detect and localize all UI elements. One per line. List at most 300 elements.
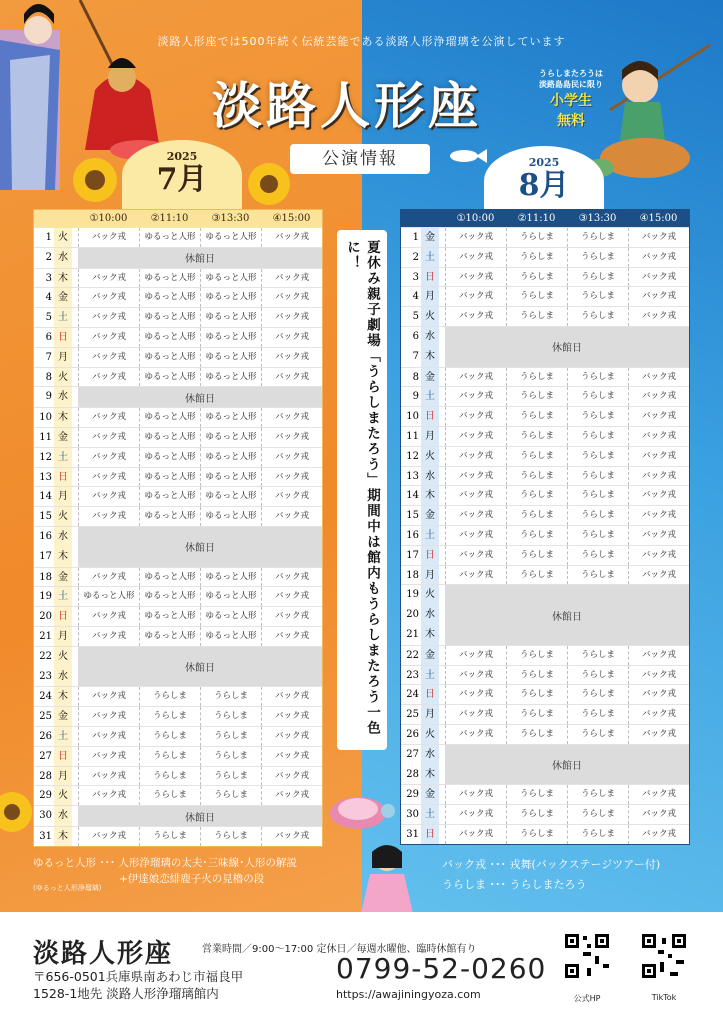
performance-cell: バック戎 xyxy=(261,408,322,427)
performance-cell: バック戎 xyxy=(78,228,139,247)
day-number: 19 xyxy=(39,591,52,603)
performance-cell: うらしま xyxy=(506,228,567,247)
day-number: 16 xyxy=(406,529,419,541)
promo-highlight: 小学生 xyxy=(550,93,592,109)
weekday: 土 xyxy=(54,308,72,327)
schedule-row xyxy=(34,447,322,467)
day-number: 21 xyxy=(406,628,419,640)
weekday: 木 xyxy=(54,547,72,567)
closed-date-row xyxy=(34,806,78,826)
weekday: 月 xyxy=(421,287,439,306)
performance-cell: バック戎 xyxy=(261,368,322,387)
performance-cell: ゆるっと人形 xyxy=(139,468,200,487)
weekday: 木 xyxy=(421,486,439,505)
closed-day-group xyxy=(34,646,322,687)
performance-cell: うらしま xyxy=(567,307,628,326)
performance-cell: バック戎 xyxy=(445,785,506,804)
closed-date-row xyxy=(34,667,78,687)
performance-cell: バック戎 xyxy=(78,687,139,706)
day-number: 19 xyxy=(406,589,419,601)
day-number: 27 xyxy=(406,748,419,760)
closed-date-row xyxy=(401,745,445,765)
day-number: 6 xyxy=(412,330,419,342)
weekday: 日 xyxy=(54,328,72,347)
weekday: 日 xyxy=(421,825,439,844)
performance-cell: バック戎 xyxy=(445,387,506,406)
performance-cell: うらしま xyxy=(506,785,567,804)
fish-icon xyxy=(448,147,488,165)
weekday: 火 xyxy=(54,647,72,667)
performance-cell: うらしま xyxy=(567,526,628,545)
closed-day-dates xyxy=(401,327,445,367)
performance-cell: うらしま xyxy=(200,727,261,746)
closed-day-row xyxy=(34,386,322,407)
performance-cell: バック戎 xyxy=(628,785,689,804)
performance-cell: バック戎 xyxy=(261,328,322,347)
day-number: 31 xyxy=(39,830,52,842)
performance-cell: ゆるっと人形 xyxy=(200,328,261,347)
performance-cell: ゆるっと人形 xyxy=(200,368,261,387)
closed-date-row xyxy=(401,585,445,605)
performance-cell: うらしま xyxy=(139,827,200,846)
day-number: 23 xyxy=(39,670,52,682)
day-number: 18 xyxy=(39,571,52,583)
address-line: 〒656-0501兵庫県南あわじ市福良甲 xyxy=(33,969,244,984)
performance-cell: バック戎 xyxy=(78,408,139,427)
day-number: 16 xyxy=(39,530,52,542)
performance-cell: うらしま xyxy=(506,526,567,545)
schedule-row xyxy=(401,267,689,287)
day-number: 26 xyxy=(39,730,52,742)
performance-cell: バック戎 xyxy=(445,248,506,267)
performance-cell: うらしま xyxy=(567,447,628,466)
closed-day-dates xyxy=(401,585,445,644)
performance-cell: ゆるっと人形 xyxy=(200,408,261,427)
closed-day-cell: 休館日 xyxy=(78,527,322,567)
time-slot-header: ②11:10 xyxy=(517,213,556,224)
performance-cell: うらしま xyxy=(200,687,261,706)
weekday: 火 xyxy=(54,368,72,387)
promo-badge xyxy=(525,68,617,130)
time-slot-header: ②11:10 xyxy=(150,213,189,224)
legend-line: ゆるっと人形 ･･･ 人形浄瑠璃の太夫･三味線･人形の解説 xyxy=(33,857,297,869)
weekday: 土 xyxy=(421,248,439,267)
weekday: 火 xyxy=(421,307,439,326)
performance-cell: うらしま xyxy=(139,687,200,706)
sunflower-icon xyxy=(245,160,293,208)
performance-cell: うらしま xyxy=(567,705,628,724)
weekday: 土 xyxy=(421,526,439,545)
performance-cell: ゆるっと人形 xyxy=(200,228,261,247)
performance-cell: うらしま xyxy=(139,786,200,805)
performance-cell: うらしま xyxy=(567,268,628,287)
performance-cell: ゆるっと人形 xyxy=(139,507,200,526)
performance-cell: うらしま xyxy=(506,506,567,525)
performance-cell: うらしま xyxy=(567,368,628,387)
schedule-row xyxy=(34,686,322,706)
weekday: 水 xyxy=(54,387,72,407)
performance-cell: バック戎 xyxy=(445,407,506,426)
day-number: 21 xyxy=(39,630,52,642)
weekday: 火 xyxy=(421,447,439,466)
weekday: 木 xyxy=(54,687,72,706)
performance-cell: バック戎 xyxy=(445,805,506,824)
performance-cell: うらしま xyxy=(506,387,567,406)
day-number: 30 xyxy=(406,809,419,821)
closed-day-dates xyxy=(34,248,78,268)
performance-cell: ゆるっと人形 xyxy=(200,568,261,587)
closed-day-cell: 休館日 xyxy=(78,647,322,687)
legend-line: うらしま ･･･ うらしまたろう xyxy=(442,878,587,891)
day-number: 31 xyxy=(406,828,419,840)
performance-cell: バック戎 xyxy=(445,566,506,585)
day-number: 22 xyxy=(39,650,52,662)
day-number: 6 xyxy=(45,331,52,343)
weekday: 月 xyxy=(421,705,439,724)
performance-cell: バック戎 xyxy=(261,687,322,706)
legend-yurutto xyxy=(33,855,297,892)
day-number: 20 xyxy=(406,609,419,621)
performance-cell: バック戎 xyxy=(445,825,506,844)
performance-cell: バック戎 xyxy=(78,487,139,506)
day-number: 11 xyxy=(406,430,419,442)
weekday: 木 xyxy=(421,765,439,785)
header-corner xyxy=(34,210,78,227)
performance-cell: うらしま xyxy=(139,747,200,766)
performance-cell: バック戎 xyxy=(261,707,322,726)
day-number: 8 xyxy=(45,371,52,383)
performance-cell: バック戎 xyxy=(78,786,139,805)
closed-date-row xyxy=(34,248,78,268)
performance-cell: うらしま xyxy=(200,827,261,846)
schedule-row xyxy=(401,684,689,704)
performance-cell: うらしま xyxy=(567,646,628,665)
performance-cell: うらしま xyxy=(567,486,628,505)
performance-cell: バック戎 xyxy=(445,287,506,306)
performance-cell: バック戎 xyxy=(628,467,689,486)
performance-cell: うらしま xyxy=(506,725,567,744)
day-number: 29 xyxy=(406,789,419,801)
day-number: 3 xyxy=(45,272,52,284)
performance-cell: バック戎 xyxy=(261,288,322,307)
performance-cell: バック戎 xyxy=(261,468,322,487)
day-number: 22 xyxy=(406,649,419,661)
performance-cell: バック戎 xyxy=(78,308,139,327)
weekday: 金 xyxy=(421,785,439,804)
closed-date-row xyxy=(34,527,78,547)
day-number: 30 xyxy=(39,810,52,822)
schedule-row xyxy=(34,766,322,786)
performance-cell: うらしま xyxy=(200,747,261,766)
qr-code-icon[interactable] xyxy=(563,932,611,980)
performance-cell: バック戎 xyxy=(628,287,689,306)
weekday: 木 xyxy=(54,827,72,846)
schedule-row xyxy=(34,467,322,487)
weekday: 火 xyxy=(421,585,439,605)
day-number: 12 xyxy=(39,451,52,463)
performance-cell: ゆるっと人形 xyxy=(200,587,261,606)
performance-cell: ゆるっと人形 xyxy=(139,428,200,447)
legend-line: バック戎 ･･･ 戎舞(バックステージツアー付) xyxy=(442,858,661,871)
performance-cell: バック戎 xyxy=(628,248,689,267)
schedule-row xyxy=(34,307,322,327)
weekday: 木 xyxy=(54,408,72,427)
day-number: 8 xyxy=(412,371,419,383)
closed-date-row xyxy=(401,765,445,785)
performance-cell: バック戎 xyxy=(628,368,689,387)
schedule-row xyxy=(401,446,689,466)
performance-cell: うらしま xyxy=(506,248,567,267)
day-number: 5 xyxy=(412,311,419,323)
performance-cell: バック戎 xyxy=(445,666,506,685)
closed-day-dates xyxy=(34,527,78,567)
weekday: 金 xyxy=(54,707,72,726)
performance-cell: バック戎 xyxy=(78,607,139,626)
weekday: 水 xyxy=(54,806,72,826)
day-number: 14 xyxy=(39,491,52,503)
closed-day-dates xyxy=(401,745,445,785)
performance-cell: バック戎 xyxy=(628,705,689,724)
day-number: 4 xyxy=(45,292,52,304)
performance-cell: ゆるっと人形 xyxy=(200,468,261,487)
schedule-row xyxy=(34,567,322,587)
performance-cell: バック戎 xyxy=(261,568,322,587)
performance-cell: うらしま xyxy=(567,427,628,446)
schedule-row xyxy=(34,606,322,626)
day-number: 25 xyxy=(39,711,52,723)
weekday: 日 xyxy=(54,607,72,626)
performance-cell: バック戎 xyxy=(78,568,139,587)
schedule-row xyxy=(34,367,322,387)
closed-day-group xyxy=(34,526,322,567)
weekday: 水 xyxy=(54,248,72,268)
legend-back-ebisu xyxy=(442,855,660,895)
performance-cell: うらしま xyxy=(506,268,567,287)
phone-number[interactable]: 0799-52-0260 xyxy=(336,952,547,985)
website-link[interactable]: https://awajiningyoza.com xyxy=(336,988,481,1001)
schedule-row xyxy=(34,407,322,427)
closed-day-group xyxy=(401,584,689,644)
schedule-row xyxy=(34,268,322,288)
performance-cell: バック戎 xyxy=(261,827,322,846)
weekday: 日 xyxy=(421,268,439,287)
sunflower-icon xyxy=(70,155,120,205)
day-number: 10 xyxy=(406,411,419,423)
performance-cell: バック戎 xyxy=(445,506,506,525)
weekday: 月 xyxy=(54,767,72,786)
performance-cell: バック戎 xyxy=(445,685,506,704)
performance-cell: バック戎 xyxy=(78,468,139,487)
performance-cell: うらしま xyxy=(139,767,200,786)
performance-cell: バック戎 xyxy=(628,506,689,525)
weekday: 月 xyxy=(54,348,72,367)
weekday: 金 xyxy=(421,228,439,247)
august-badge xyxy=(484,146,604,216)
weekday: 月 xyxy=(421,427,439,446)
performance-cell: ゆるっと人形 xyxy=(200,428,261,447)
day-number: 3 xyxy=(412,271,419,283)
performance-cell: バック戎 xyxy=(445,427,506,446)
closed-day-dates xyxy=(34,387,78,407)
day-number: 29 xyxy=(39,790,52,802)
performance-cell: バック戎 xyxy=(78,328,139,347)
performance-cell: うらしま xyxy=(506,368,567,387)
schedule-row xyxy=(401,286,689,306)
performance-cell: バック戎 xyxy=(261,587,322,606)
performance-cell: うらしま xyxy=(506,447,567,466)
weekday: 土 xyxy=(54,448,72,467)
performance-cell: うらしま xyxy=(200,707,261,726)
weekday: 水 xyxy=(54,667,72,687)
table-header xyxy=(401,210,689,227)
weekday: 土 xyxy=(421,666,439,685)
performance-cell: うらしま xyxy=(139,727,200,746)
performance-cell: ゆるっと人形 xyxy=(200,308,261,327)
performance-cell: うらしま xyxy=(567,566,628,585)
performance-cell: バック戎 xyxy=(261,348,322,367)
time-slot-header: ④15:00 xyxy=(272,213,311,224)
day-number: 14 xyxy=(406,490,419,502)
performance-cell: うらしま xyxy=(567,805,628,824)
performance-cell: バック戎 xyxy=(445,646,506,665)
schedule-row xyxy=(401,784,689,804)
tagline: 淡路人形座では500年続く伝統芸能である淡路人形浄瑠璃を公演しています xyxy=(157,35,566,48)
performance-cell: ゆるっと人形 xyxy=(139,607,200,626)
weekday: 月 xyxy=(54,627,72,646)
performance-cell: うらしま xyxy=(506,287,567,306)
schedule-row xyxy=(401,386,689,406)
performance-cell: バック戎 xyxy=(628,546,689,565)
performance-cell: うらしま xyxy=(506,705,567,724)
performance-cell: バック戎 xyxy=(628,666,689,685)
day-number: 28 xyxy=(39,770,52,782)
performance-cell: バック戎 xyxy=(628,825,689,844)
weekday: 金 xyxy=(421,368,439,387)
closed-day-cell: 休館日 xyxy=(445,327,689,367)
performance-cell: ゆるっと人形 xyxy=(200,507,261,526)
performance-cell: バック戎 xyxy=(445,486,506,505)
performance-cell: バック戎 xyxy=(628,268,689,287)
performance-cell: バック戎 xyxy=(261,448,322,467)
performance-cell: バック戎 xyxy=(628,427,689,446)
performance-cell: バック戎 xyxy=(445,368,506,387)
performance-cell: バック戎 xyxy=(78,507,139,526)
address-line: 1528-1地先 淡路人形浄瑠璃館内 xyxy=(33,986,219,1001)
performance-cell: バック戎 xyxy=(78,627,139,646)
performance-cell: ゆるっと人形 xyxy=(139,448,200,467)
schedule-row xyxy=(401,565,689,585)
weekday: 木 xyxy=(54,269,72,288)
weekday: 月 xyxy=(421,566,439,585)
weekday: 火 xyxy=(421,725,439,744)
performance-cell: バック戎 xyxy=(78,827,139,846)
closed-day-cell: 休館日 xyxy=(78,248,322,268)
time-slot-header: ③13:30 xyxy=(578,213,617,224)
performance-cell: うらしま xyxy=(506,486,567,505)
day-number: 28 xyxy=(406,768,419,780)
weekday: 日 xyxy=(54,747,72,766)
performance-cell: うらしま xyxy=(567,228,628,247)
legend-line: +伊達娘恋緋鹿子火の見櫓の段 xyxy=(119,873,265,885)
closed-day-dates xyxy=(34,647,78,687)
performance-cell: うらしま xyxy=(567,387,628,406)
performance-cell: うらしま xyxy=(506,467,567,486)
schedule-row xyxy=(34,726,322,746)
schedule-row xyxy=(401,724,689,744)
performance-cell: バック戎 xyxy=(261,747,322,766)
princess-illustration xyxy=(352,838,422,918)
schedule-row xyxy=(401,306,689,326)
day-number: 15 xyxy=(39,511,52,523)
schedule-row xyxy=(401,824,689,844)
closed-date-row xyxy=(34,547,78,567)
performance-cell: うらしま xyxy=(200,767,261,786)
performance-cell: バック戎 xyxy=(445,526,506,545)
weekday: 金 xyxy=(421,646,439,665)
day-number: 11 xyxy=(39,431,52,443)
performance-cell: バック戎 xyxy=(628,526,689,545)
weekday: 月 xyxy=(54,487,72,506)
day-number: 17 xyxy=(406,549,419,561)
closed-date-row xyxy=(34,647,78,667)
schedule-row xyxy=(34,227,322,247)
performance-cell: バック戎 xyxy=(261,428,322,447)
performance-cell: バック戎 xyxy=(445,307,506,326)
schedule-row xyxy=(34,327,322,347)
performance-cell: ゆるっと人形 xyxy=(200,448,261,467)
performance-cell: ゆるっと人形 xyxy=(200,627,261,646)
weekday: 木 xyxy=(421,625,439,645)
performance-cell: うらしま xyxy=(506,546,567,565)
time-slot-header: ③13:30 xyxy=(211,213,250,224)
performance-cell: バック戎 xyxy=(261,767,322,786)
performance-cell: うらしま xyxy=(139,707,200,726)
header-corner xyxy=(401,210,445,227)
performance-cell: ゆるっと人形 xyxy=(200,288,261,307)
qr-code-icon[interactable] xyxy=(640,932,688,980)
schedule-row xyxy=(401,505,689,525)
day-number: 5 xyxy=(45,312,52,324)
performance-cell: バック戎 xyxy=(261,487,322,506)
performance-cell: うらしま xyxy=(506,646,567,665)
july-badge xyxy=(122,140,242,210)
performance-cell: うらしま xyxy=(567,407,628,426)
schedule-row xyxy=(401,545,689,565)
time-slot-header: ①10:00 xyxy=(456,213,495,224)
performance-cell: バック戎 xyxy=(261,269,322,288)
july-year: 2025 xyxy=(166,150,198,163)
schedule-row xyxy=(401,485,689,505)
performance-cell: うらしま xyxy=(506,427,567,446)
performance-cell: うらしま xyxy=(567,506,628,525)
schedule-row xyxy=(401,704,689,724)
day-number: 2 xyxy=(412,251,419,263)
day-number: 23 xyxy=(406,669,419,681)
weekday: 金 xyxy=(54,428,72,447)
performance-cell: バック戎 xyxy=(261,627,322,646)
day-number: 17 xyxy=(39,550,52,562)
weekday: 金 xyxy=(54,288,72,307)
day-number: 4 xyxy=(412,291,419,303)
performance-cell: バック戎 xyxy=(78,428,139,447)
performance-cell: バック戎 xyxy=(445,705,506,724)
qr-label: 公式HP xyxy=(573,994,601,1003)
performance-cell: ゆるっと人形 xyxy=(200,607,261,626)
performance-cell: バック戎 xyxy=(445,447,506,466)
august-month: 8月 xyxy=(518,168,570,203)
address xyxy=(33,968,243,1002)
schedule-row xyxy=(34,746,322,766)
